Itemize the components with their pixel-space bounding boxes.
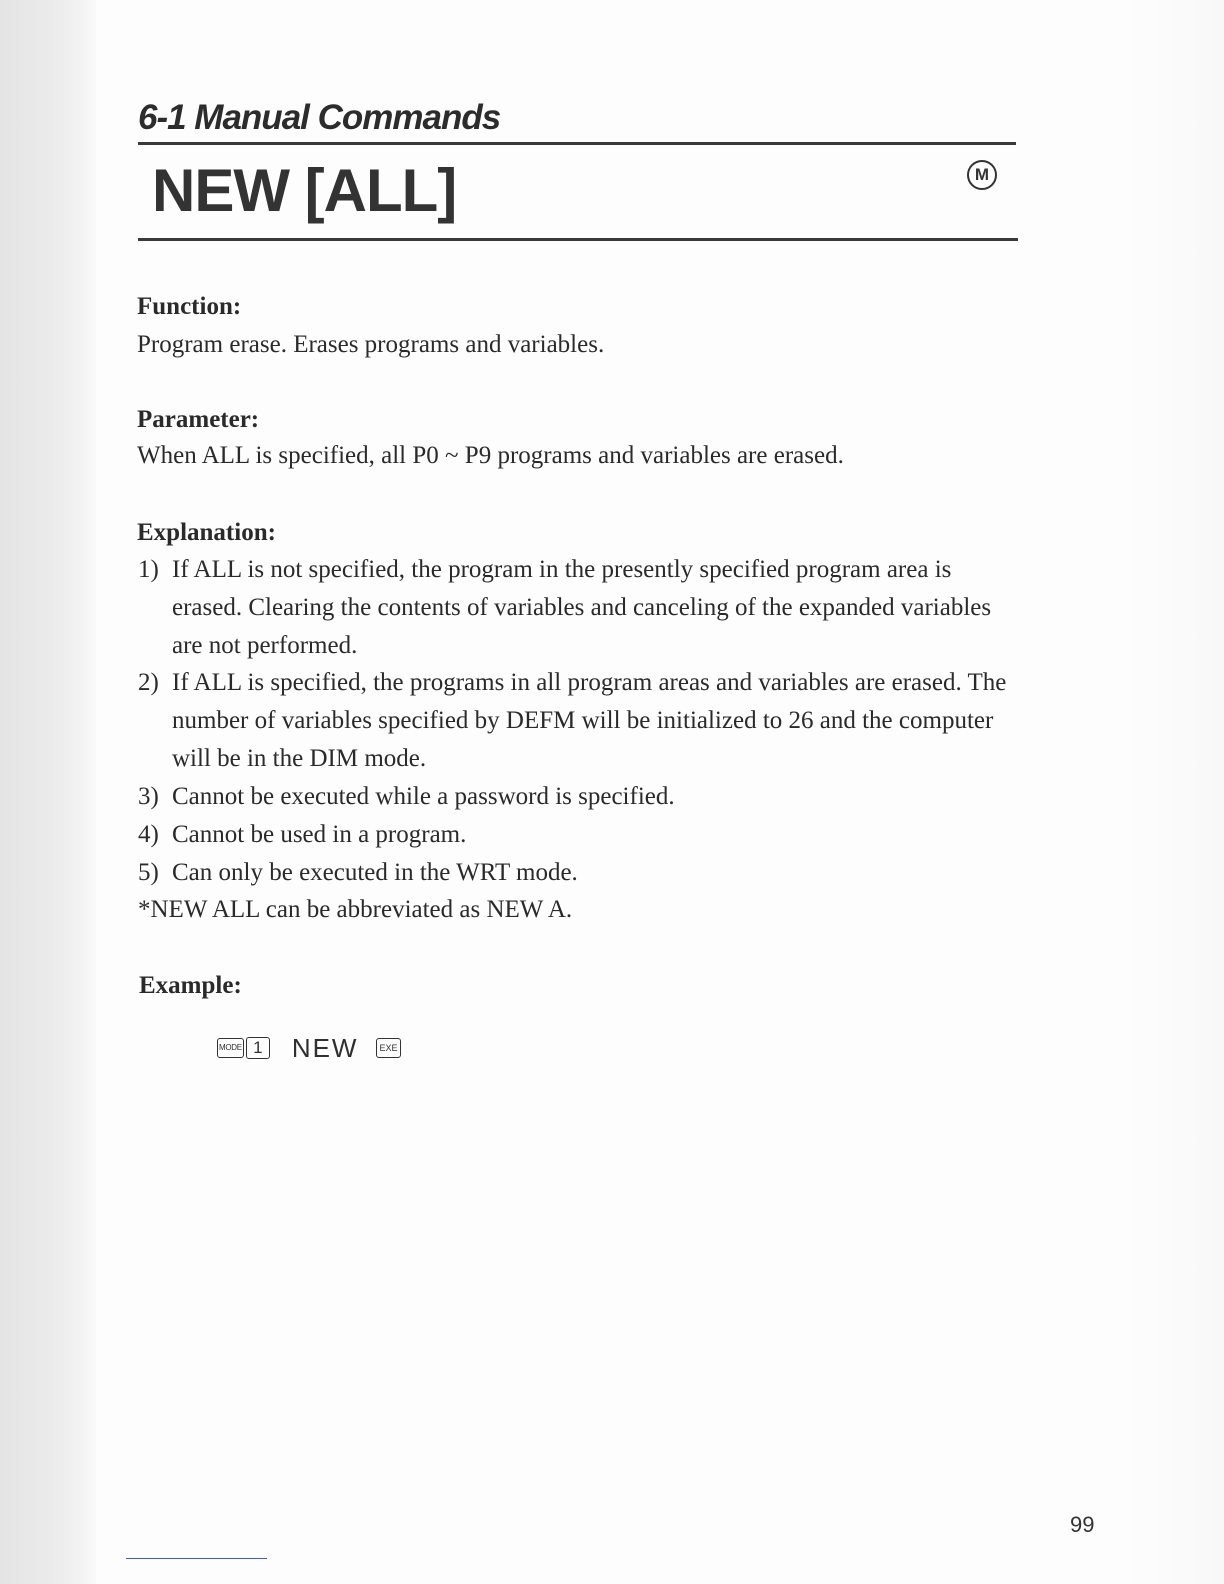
parameter-heading: Parameter: [137,406,260,433]
title-bottom-rule [138,238,1018,241]
command-title: NEW [ALL] [152,157,457,224]
explanation-item [138,664,1007,772]
example-key-sequence [217,1032,401,1064]
function-heading: Function: [137,293,242,320]
one-key-icon: 1 [246,1037,270,1059]
explanation-item [138,816,467,854]
explanation-item [138,854,578,892]
title-top-rule [138,142,1016,145]
item-text: Can only be executed in the WRT mode. [172,859,578,886]
exe-key-icon: EXE [376,1038,400,1058]
item-number: 2) [138,669,159,696]
item-text: Cannot be executed while a password is specified. [172,783,675,810]
item-number: 1) [138,556,159,583]
explanation-heading: Explanation: [137,519,276,546]
item-number: 3) [138,783,159,810]
example-command: NEW [291,1032,359,1063]
explanation-item [138,778,675,816]
item-text: If ALL is not specified, the program in the presently specified program area is erased. Clearing the contents of variables and canceling of the expanded variables are not performed. [172,556,992,659]
parameter-text: When ALL is specified, all P0 ~ P9 programs and variables are erased. [137,442,844,469]
abbreviation-note: *NEW ALL can be abbreviated as NEW A. [138,896,573,923]
page-binding-shadow [0,0,96,1584]
item-number: 4) [138,821,159,848]
page-number: 99 [1070,1512,1095,1537]
example-heading: Example: [139,972,242,999]
function-text: Program erase. Erases programs and variables. [137,331,605,358]
item-text: Cannot be used in a program. [172,821,467,848]
explanation-item [138,551,992,659]
footer-rule [126,1558,267,1559]
item-number: 5) [138,859,159,886]
mode-key-icon: MODE [217,1038,244,1058]
item-text: If ALL is specified, the programs in all program areas and variables are erased. The number of variables specified by DEFM will be initialized to 26 and the computer will be in the DIM mode. [172,669,1007,772]
page-right-edge [1124,0,1224,1584]
section-heading: 6-1 Manual Commands [138,98,501,137]
manual-mode-icon: M [967,160,997,190]
